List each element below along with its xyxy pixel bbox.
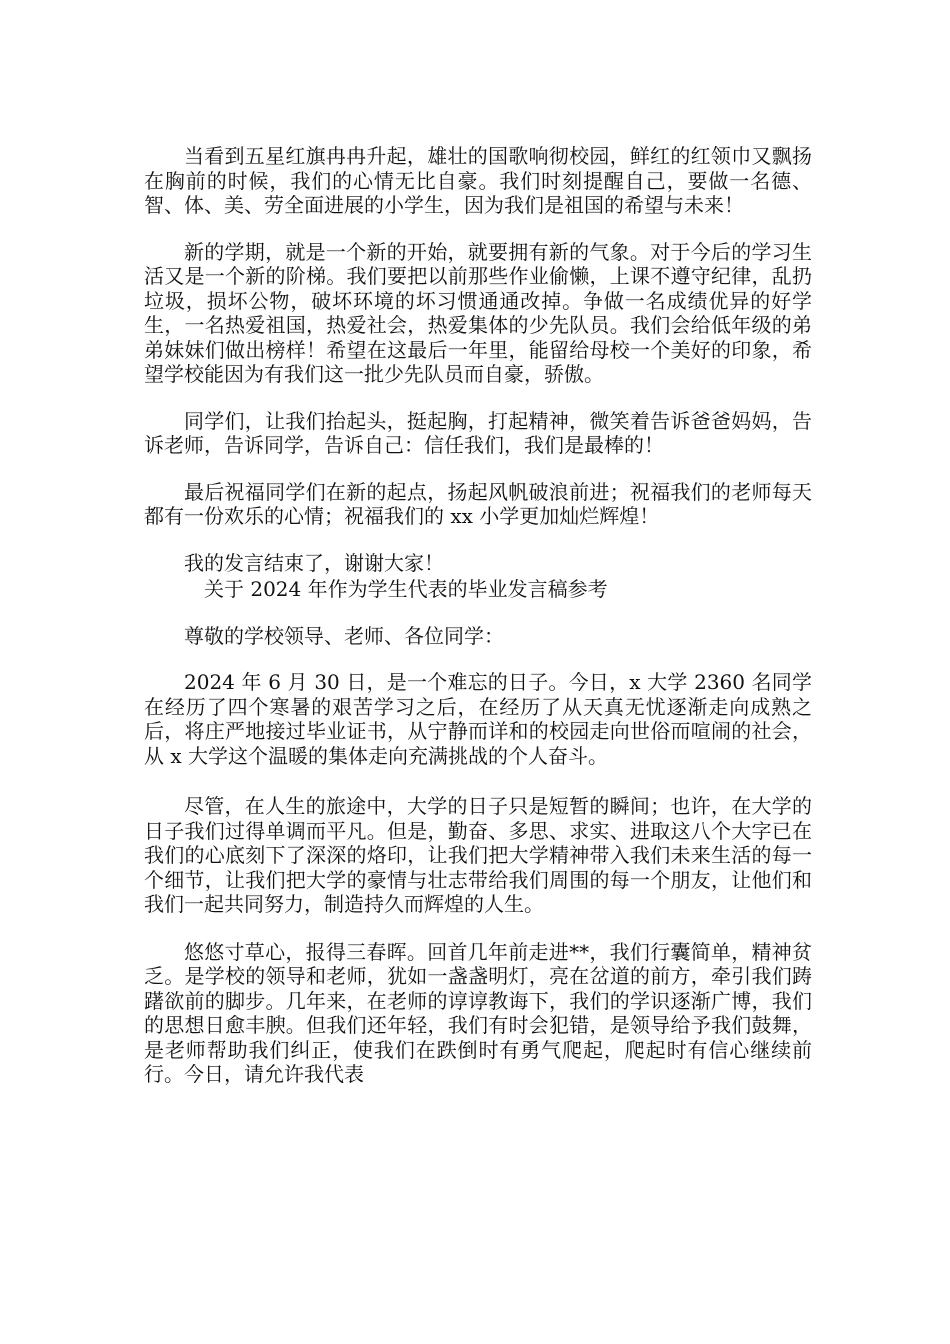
document-title: 关于 2024 年作为学生代表的毕业发言稿参考 <box>204 577 608 601</box>
salutation: 尊敬的学校领导、老师、各位同学： <box>184 623 504 648</box>
paragraph-graduation-day: 2024 年 6 月 30 日，是一个难忘的日子。今日，x 大学 2360 名同学在经历了四个寒暑的艰苦学习之后，在经历了从天真无忧逐渐走向成熟之后，将庄严地接过毕业证书，从宁静而详和的校园走向世俗而喧闹的社会，从 x 大学这个温暖的集体走向充满挑战的个人奋斗。 <box>144 670 812 768</box>
paragraph-new-semester: 新的学期，就是一个新的开始，就要拥有新的气象。对于今后的学习生活又是一个新的阶梯。我们要把以前那些作业偷懒，上课不遵守纪律，乱扔垃圾，损坏公物，破坏环境的坏习惯通通改掉。争做一名成绩优异的好学生，一名热爱祖国，热爱社会，热爱集体的少先队员。我们会给低年级的弟弟妹妹们做出榜样！希望在这最后一年里，能留给母校一个美好的印象，希望学校能因为有我们这一批少先队员而自豪，骄傲。 <box>144 239 812 386</box>
paragraph-flag-raising: 当看到五星红旗冉冉升起，雄壮的国歌响彻校园，鲜红的红领巾又飘扬在胸前的时候，我们的心情无比自豪。我们时刻提醒自己，要做一名德、智、体、美、劳全面进展的小学生，因为我们是祖国的希望与未来！ <box>144 144 812 217</box>
paragraph-classmates: 同学们，让我们抬起头，挺起胸，打起精神，微笑着告诉爸爸妈妈，告诉老师，告诉同学，告诉自己：信任我们，我们是最棒的！ <box>144 408 812 457</box>
paragraph-closing: 我的发言结束了，谢谢大家！ <box>184 550 444 575</box>
paragraph-blessings: 最后祝福同学们在新的起点，扬起风帆破浪前进；祝福我们的老师每天都有一份欢乐的心情；祝福我们的 xx 小学更加灿烂辉煌！ <box>144 479 812 528</box>
paragraph-gratitude: 悠悠寸草心，报得三春晖。回首几年前走进**，我们行囊简单，精神贫乏。是学校的领导和老师，犹如一盏盏明灯，亮在岔道的前方，牵引我们踌躇欲前的脚步。几年来，在老师的谆谆教诲下，我们的学识逐渐广博，我们的思想日愈丰腴。但我们还年轻，我们有时会犯错，是领导给予我们鼓舞，是老师帮助我们纠正，使我们在跌倒时有勇气爬起，爬起时有信心继续前行。今日，请允许我代表 <box>144 939 812 1086</box>
paragraph-university-spirit: 尽管，在人生的旅途中，大学的日子只是短暂的瞬间；也许，在大学的日子我们过得单调而平凡。但是，勤奋、多思、求实、进取这八个大字已在我们的心底刻下了深深的烙印，让我们把大学精神带入我们未来生活的每一个细节，让我们把大学的豪情与壮志带给我们周围的每一个朋友，让他们和我们一起共同努力，制造持久而辉煌的人生。 <box>144 794 812 916</box>
document-page <box>144 144 812 1087</box>
